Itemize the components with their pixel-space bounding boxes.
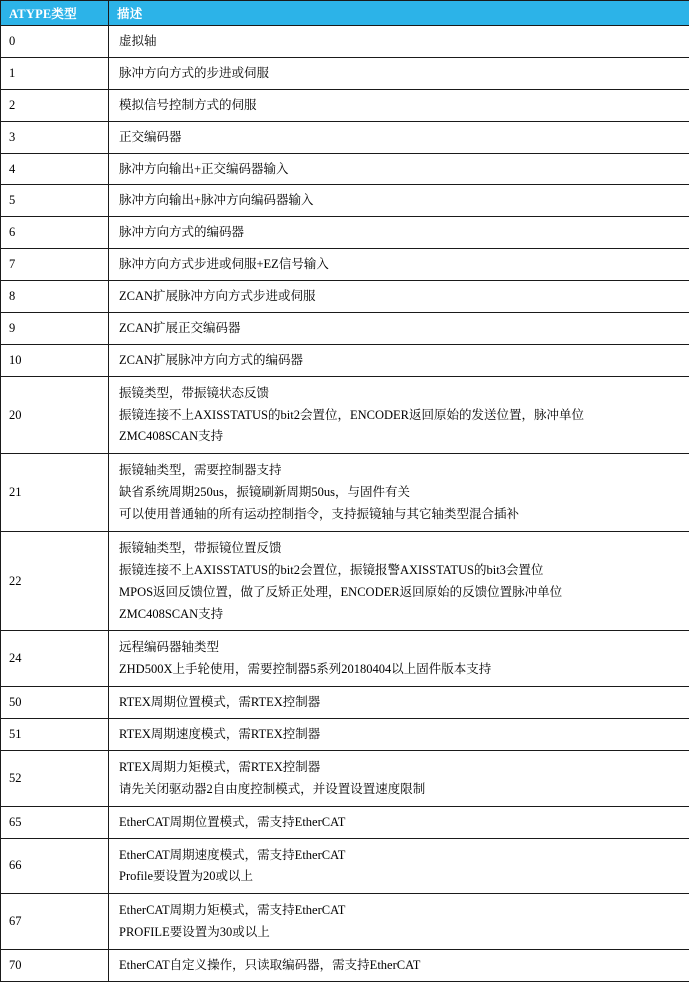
cell-atype-value — [1, 719, 109, 751]
column-header-description — [109, 1, 689, 26]
cell-atype-value — [1, 26, 109, 58]
description-text — [109, 532, 689, 631]
description-line: ZMC408SCAN支持 — [119, 427, 681, 446]
table-row — [1, 376, 689, 454]
cell-atype-value — [1, 89, 109, 121]
description-line: 可以使用普通轴的所有运动控制指令，支持振镜轴与其它轴类型混合插补 — [119, 505, 681, 524]
description-line: 振镜连接不上AXISSTATUS的bit2会置位，ENCODER返回原始的发送位置，脉冲单位 — [119, 406, 681, 425]
table-row — [1, 750, 689, 806]
cell-description — [109, 950, 689, 982]
cell-atype-value — [1, 121, 109, 153]
cell-atype-value — [1, 376, 109, 454]
table-row — [1, 281, 689, 313]
description-text — [109, 217, 689, 248]
description-text — [109, 90, 689, 121]
cell-description — [109, 454, 689, 532]
description-text — [109, 281, 689, 312]
atype-value-text: 24 — [1, 643, 108, 674]
atype-value-text: 8 — [1, 282, 108, 311]
description-line: PROFILE要设置为30或以上 — [119, 923, 681, 942]
cell-description — [109, 185, 689, 217]
description-line: 请先关闭驱动器2自由度控制模式，并设置设置速度限制 — [119, 780, 681, 799]
description-line: 远程编码器轴类型 — [119, 638, 681, 657]
description-text — [109, 631, 689, 686]
table-row — [1, 26, 689, 58]
cell-description — [109, 719, 689, 751]
cell-description — [109, 376, 689, 454]
table-row — [1, 57, 689, 89]
cell-description — [109, 806, 689, 838]
description-text — [109, 313, 689, 344]
description-line: RTEX周期速度模式，需RTEX控制器 — [119, 725, 681, 744]
atype-value-text: 9 — [1, 314, 108, 343]
description-line: 模拟信号控制方式的伺服 — [119, 96, 681, 115]
cell-description — [109, 531, 689, 631]
table-header-row — [1, 1, 689, 26]
column-header-atype-label: ATYPE类型 — [1, 4, 85, 24]
cell-description — [109, 89, 689, 121]
description-text — [109, 950, 689, 981]
cell-description — [109, 217, 689, 249]
cell-atype-value — [1, 454, 109, 532]
description-line: EtherCAT周期速度模式，需支持EtherCAT — [119, 846, 681, 865]
column-header-description-label: 描述 — [109, 4, 150, 24]
atype-value-text: 52 — [1, 763, 108, 794]
table-row — [1, 894, 689, 950]
description-text — [109, 26, 689, 57]
cell-atype-value — [1, 838, 109, 894]
description-line: 脉冲方向方式的步进或伺服 — [119, 64, 681, 83]
cell-atype-value — [1, 950, 109, 982]
cell-atype-value — [1, 806, 109, 838]
atype-value-text: 5 — [1, 186, 108, 215]
table-row — [1, 89, 689, 121]
atype-value-text: 22 — [1, 566, 108, 597]
description-text — [109, 377, 689, 454]
description-text — [109, 687, 689, 718]
atype-value-text: 66 — [1, 850, 108, 881]
description-text — [109, 719, 689, 750]
description-line: ZMC408SCAN支持 — [119, 605, 681, 624]
atype-value-text: 10 — [1, 346, 108, 375]
description-text — [109, 185, 689, 216]
cell-description — [109, 121, 689, 153]
description-line: 脉冲方向输出+脉冲方向编码器输入 — [119, 191, 681, 210]
atype-value-text: 67 — [1, 906, 108, 937]
atype-value-text: 51 — [1, 720, 108, 749]
cell-description — [109, 312, 689, 344]
description-text — [109, 839, 689, 894]
description-line: ZCAN扩展脉冲方向方式的编码器 — [119, 351, 681, 370]
description-line: 振镜类型，带振镜状态反馈 — [119, 384, 681, 403]
description-text — [109, 58, 689, 89]
atype-value-text: 6 — [1, 218, 108, 247]
cell-atype-value — [1, 217, 109, 249]
description-line: 脉冲方向方式步进或伺服+EZ信号输入 — [119, 255, 681, 274]
description-line: RTEX周期力矩模式，需RTEX控制器 — [119, 758, 681, 777]
cell-description — [109, 153, 689, 185]
cell-description — [109, 631, 689, 687]
atype-value-text: 0 — [1, 27, 108, 56]
description-text — [109, 454, 689, 531]
cell-atype-value — [1, 344, 109, 376]
atype-value-text: 7 — [1, 250, 108, 279]
cell-atype-value — [1, 687, 109, 719]
table-row — [1, 531, 689, 631]
atype-value-text: 2 — [1, 91, 108, 120]
description-line: 缺省系统周期250us，振镜刷新周期50us，与固件有关 — [119, 483, 681, 502]
description-line: 正交编码器 — [119, 128, 681, 147]
table-row — [1, 185, 689, 217]
cell-description — [109, 838, 689, 894]
table-row — [1, 631, 689, 687]
atype-value-text: 50 — [1, 688, 108, 717]
description-text — [109, 249, 689, 280]
cell-atype-value — [1, 185, 109, 217]
description-text — [109, 154, 689, 185]
table-row — [1, 806, 689, 838]
table-row — [1, 121, 689, 153]
table-row — [1, 153, 689, 185]
table-row — [1, 217, 689, 249]
description-line: EtherCAT周期力矩模式，需支持EtherCAT — [119, 901, 681, 920]
table-row — [1, 838, 689, 894]
description-line: ZCAN扩展正交编码器 — [119, 319, 681, 338]
description-text — [109, 894, 689, 949]
description-line: EtherCAT自定义操作，只读取编码器，需支持EtherCAT — [119, 956, 681, 975]
table-row — [1, 950, 689, 982]
cell-atype-value — [1, 894, 109, 950]
cell-atype-value — [1, 631, 109, 687]
table-row — [1, 249, 689, 281]
cell-description — [109, 687, 689, 719]
cell-atype-value — [1, 153, 109, 185]
description-line: 振镜轴类型，带振镜位置反馈 — [119, 539, 681, 558]
cell-atype-value — [1, 249, 109, 281]
table-row — [1, 344, 689, 376]
atype-value-text: 70 — [1, 951, 108, 980]
description-line: 脉冲方向方式的编码器 — [119, 223, 681, 242]
atype-value-text: 1 — [1, 59, 108, 88]
description-text — [109, 751, 689, 806]
description-line: EtherCAT周期位置模式，需支持EtherCAT — [119, 813, 681, 832]
atype-value-text: 3 — [1, 123, 108, 152]
cell-atype-value — [1, 281, 109, 313]
column-header-atype — [1, 1, 109, 26]
table-row — [1, 454, 689, 532]
description-line: 脉冲方向输出+正交编码器输入 — [119, 160, 681, 179]
description-text — [109, 122, 689, 153]
atype-value-text: 21 — [1, 477, 108, 508]
description-line: 振镜轴类型，需要控制器支持 — [119, 461, 681, 480]
cell-description — [109, 750, 689, 806]
cell-atype-value — [1, 750, 109, 806]
table-header — [1, 1, 689, 26]
cell-atype-value — [1, 531, 109, 631]
description-line: MPOS返回反馈位置，做了反矫正处理，ENCODER返回原始的反馈位置脉冲单位 — [119, 583, 681, 602]
cell-description — [109, 57, 689, 89]
table-row — [1, 687, 689, 719]
cell-description — [109, 26, 689, 58]
atype-value-text: 65 — [1, 808, 108, 837]
cell-description — [109, 344, 689, 376]
description-text — [109, 807, 689, 838]
description-line: Profile要设置为20或以上 — [119, 867, 681, 886]
atype-value-text: 20 — [1, 400, 108, 431]
description-line: 虚拟轴 — [119, 32, 681, 51]
description-line: 振镜连接不上AXISSTATUS的bit2会置位，振镜报警AXISSTATUS的bit3会置位 — [119, 561, 681, 580]
atype-value-text: 4 — [1, 155, 108, 184]
cell-description — [109, 894, 689, 950]
cell-atype-value — [1, 312, 109, 344]
description-line: RTEX周期位置模式，需RTEX控制器 — [119, 693, 681, 712]
description-line: ZHD500X上手轮使用，需要控制器5系列20180404以上固件版本支持 — [119, 660, 681, 679]
cell-description — [109, 249, 689, 281]
table-row — [1, 719, 689, 751]
table-row — [1, 312, 689, 344]
description-line: ZCAN扩展脉冲方向方式步进或伺服 — [119, 287, 681, 306]
description-text — [109, 345, 689, 376]
cell-atype-value — [1, 57, 109, 89]
cell-description — [109, 281, 689, 313]
table-body — [1, 26, 689, 982]
